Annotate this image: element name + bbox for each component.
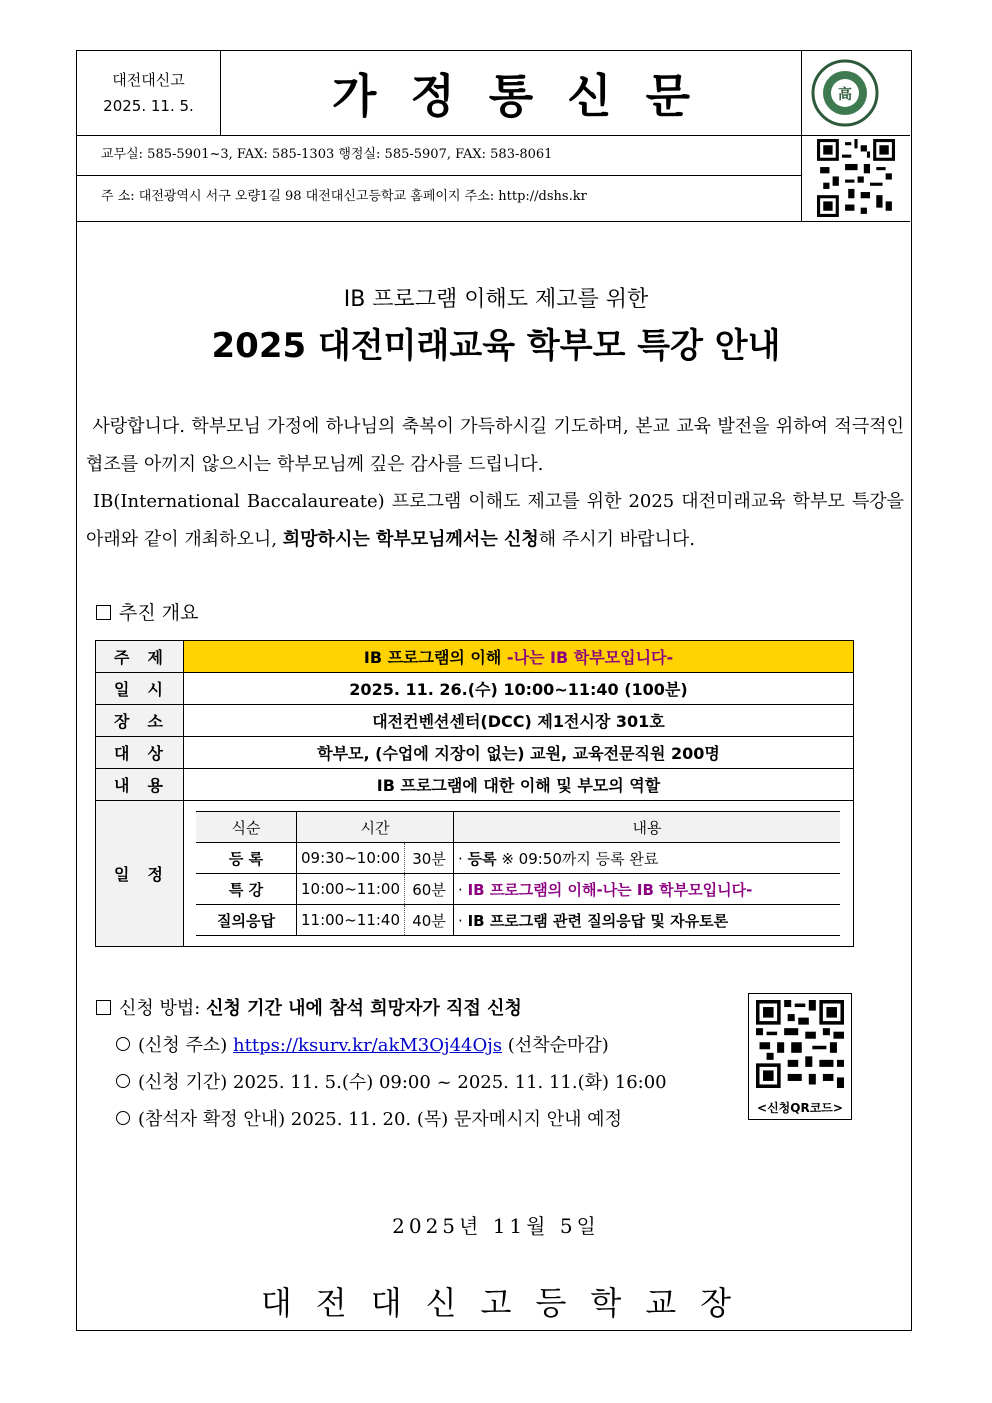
schedule-desc: · 등록 ※ 09:50까지 등록 완료 (454, 843, 840, 874)
svg-text:高: 高 (838, 87, 852, 103)
principal-signature: 대전대신고등학교장 (260, 1284, 756, 1322)
contact-info: 교무실: 585-5901~3, FAX: 585-1303 행정실: 585-5907, FAX: 583-8061 (101, 147, 553, 162)
greeting-paragraph: 사랑합니다. 학부모님 가정에 하나님의 축복이 가득하시길 기도하며, 본교 교육 발전을 위하여 적극적인 협조를 아끼지 않으시는 학부모님께 깊은 감사를 드립니다. (86, 416, 904, 475)
notice-body (86, 408, 904, 558)
place-value: 대전컨벤션센터(DCC) 제1전시장 301호 (184, 705, 854, 737)
circle-bullet-icon (116, 1111, 130, 1125)
schedule-row (196, 843, 840, 874)
table-row (96, 705, 854, 737)
invitation-paragraph: IB(International Baccalaureate) 프로그램 이해도 제고를 위한 2025 대전미래교육 학부모 특강을 아래와 같이 개최하오니, 희망하시는 학부모님께서는 신청해 주시기 바랍니다. (86, 491, 904, 550)
schedule-row (196, 905, 840, 936)
schedule-time: 11:00~11:40 (297, 905, 405, 936)
letter-title: 가정통신문 (331, 69, 725, 123)
table-row (96, 769, 854, 801)
schedule-label: 일정 (96, 801, 184, 947)
schedule-row (196, 874, 840, 905)
schedule-duration: 60분 (405, 874, 454, 905)
topic-label: 주제 (96, 641, 184, 673)
schedule-duration: 40분 (405, 905, 454, 936)
datetime-value: 2025. 11. 26.(수) 10:00~11:40 (100분) (184, 673, 854, 705)
apply-confirm: (참석자 확정 안내) 2025. 11. 20. (목) 문자메시지 안내 예정 (96, 1101, 667, 1138)
schedule-header-time: 시간 (297, 812, 454, 843)
schedule-header-content: 내용 (454, 812, 840, 843)
school-issue-box (77, 51, 220, 135)
table-row (96, 737, 854, 769)
school-short-name: 대전대신고 (112, 71, 185, 89)
content-value: IB 프로그램에 대한 이해 및 부모의 역할 (184, 769, 854, 801)
content-label: 내용 (96, 769, 184, 801)
schedule-header-row (196, 812, 840, 843)
target-value: 학부모, (수업에 지장이 없는) 교원, 교육전문직원 200명 (184, 737, 854, 769)
schedule-table (196, 811, 840, 936)
apply-section (96, 990, 667, 1138)
address-info: 주 소: 대전광역시 서구 오량1길 98 대전대신고등학교 홈페이지 주소: http://dshs.kr (101, 189, 587, 204)
circle-bullet-icon (116, 1037, 130, 1051)
apply-qr-box (748, 993, 852, 1120)
target-label: 대상 (96, 737, 184, 769)
qr-code-icon[interactable] (756, 1000, 844, 1088)
checkbox-square-icon (96, 605, 111, 620)
overview-heading: 추진 개요 (96, 598, 198, 625)
apply-heading: 신청 방법: 신청 기간 내에 참석 희망자가 직접 신청 (96, 990, 667, 1027)
checkbox-square-icon (96, 1000, 111, 1015)
schedule-step: 특 강 (196, 874, 297, 905)
qr-code-icon (817, 139, 895, 217)
schedule-time: 09:30~10:00 (297, 843, 405, 874)
apply-link[interactable]: https://ksurv.kr/akM3Oj44Ojs (233, 1035, 503, 1056)
issue-date: 2025. 11. 5. (103, 97, 194, 115)
overview-table (95, 640, 854, 947)
table-row (96, 641, 854, 673)
notice-title: 2025 대전미래교육 학부모 특강 안내 (211, 326, 781, 366)
schedule-step: 질의응답 (196, 905, 297, 936)
topic-value: IB 프로그램의 이해 -나는 IB 학부모입니다- (184, 641, 854, 673)
schedule-desc: · IB 프로그램의 이해-나는 IB 학부모입니다- (454, 874, 840, 905)
apply-address: (신청 주소) https://ksurv.kr/akM3Oj44Ojs (선착순마감) (96, 1027, 667, 1064)
schedule-desc: · IB 프로그램 관련 질의응답 및 자유토론 (454, 905, 840, 936)
issue-footer-date: 2025년 11월 5일 (392, 1214, 600, 1238)
schedule-cell (184, 801, 854, 947)
table-row (96, 801, 854, 947)
datetime-label: 일시 (96, 673, 184, 705)
letterhead (77, 51, 910, 221)
circle-bullet-icon (116, 1074, 130, 1088)
school-emblem-icon (811, 59, 879, 127)
apply-period: (신청 기간) 2025. 11. 5.(수) 09:00 ~ 2025. 11. 11.(화) 16:00 (96, 1064, 667, 1101)
schedule-time: 10:00~11:00 (297, 874, 405, 905)
qr-label: <신청QR코드> (757, 1101, 843, 1115)
place-label: 장소 (96, 705, 184, 737)
notice-subtitle: IB 프로그램 이해도 제고를 위한 (343, 287, 649, 312)
table-row (96, 673, 854, 705)
schedule-step: 등 록 (196, 843, 297, 874)
schedule-header-step: 식순 (196, 812, 297, 843)
schedule-duration: 30분 (405, 843, 454, 874)
